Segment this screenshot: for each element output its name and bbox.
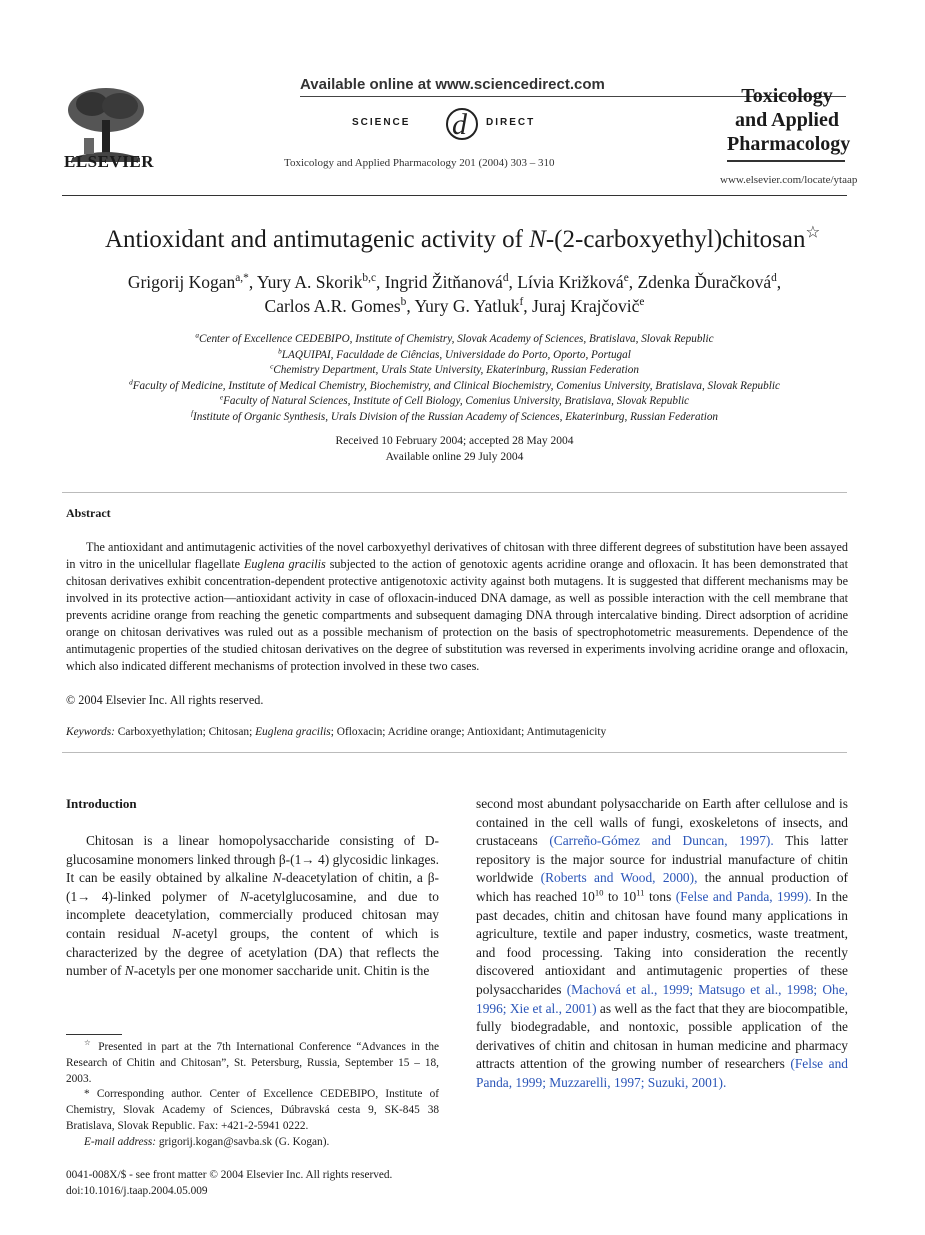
available-online-banner[interactable]: Available online at www.sciencedirect.com <box>300 76 605 93</box>
footnote-email: E-mail address: grigorij.kogan@savba.sk (G. Kogan). <box>84 1135 330 1148</box>
citation-link[interactable]: (Roberts and Wood, 2000), <box>540 870 698 886</box>
affiliation: $^f$Institute of Organic Synthesis, Urals Division of the Russian Academy of Sciences, Ekaterinburg, Russian Federation <box>190 408 719 423</box>
citation-link[interactable]: (Carreño-Gómez and Duncan, 1997). <box>549 833 774 849</box>
affiliation: $^c$Chemistry Department, Urals State University, Ekaterinburg, Russian Federation <box>270 362 639 376</box>
author[interactable]: Zdenka Ďuračková$^d$ <box>637 272 777 292</box>
author[interactable]: Carlos A.R. Gomes$^b$ <box>264 296 407 316</box>
author[interactable]: Yury A. Skorik$^{b,c}$ <box>256 272 376 292</box>
citation-link[interactable]: (Machová et al., 1999; Matsugo et al., 1998; Ohe, 1996; Xie et al., 2001) <box>476 981 848 1016</box>
journal-url[interactable]: www.elsevier.com/locate/ytaap <box>720 174 858 186</box>
journal-name-underline <box>727 160 845 162</box>
abstract-copyright: © 2004 Elsevier Inc. All rights reserved. <box>66 693 264 707</box>
email-link[interactable]: grigorij.kogan@savba.sk (G. Kogan). <box>156 1135 330 1148</box>
footnote-corresponding: * Corresponding author. Center of Excellence CEDEBIPO, Institute of Chemistry, Slovak Academy of Sciences, Dúbravská cesta 9, SK-845 38 Bratislava, Slovak Republic. Fax: +421-2-5941 0222. <box>66 1088 439 1132</box>
header-bottom-rule <box>62 195 847 196</box>
affiliations <box>62 332 847 425</box>
author[interactable]: Yury G. Yatluk$^f$ <box>414 296 524 316</box>
author[interactable]: Grigorij Kogan$^{a,*}$ <box>127 272 249 292</box>
issn-doi <box>66 1168 392 1200</box>
author-list: Grigorij Kogan$^{a,*}$, Yury A. Skorik$^{b,c}$, Ingrid Žitňanová$^d$, Lívia Križková$^e$, Zdenka Ďuračková$^d$, Carlos A.R. Gomes$^b$, Yury G. Yatluk$^f$, Juraj Krajčovič$^e$ <box>127 272 782 316</box>
footnote-presented: ☆ Presented in part at the 7th International Conference “Advances in the Research of Chitin and Chitosan”, St. Petersburg, Russia, September 15 – 18, 2003. <box>66 1038 439 1085</box>
journal-name: Toxicology and Applied Pharmacology <box>727 85 851 155</box>
affiliation: $^a$Center of Excellence CEDEBIPO, Institute of Chemistry, Slovak Academy of Sciences, Bratislava, Slovak Republic <box>195 331 714 345</box>
journal-citation: Toxicology and Applied Pharmacology 201 (2004) 303 – 310 <box>284 157 555 169</box>
sciencedirect-d-icon <box>440 104 484 144</box>
svg-text:d: d <box>452 108 467 141</box>
affiliation: $^e$Faculty of Natural Sciences, Institute of Cell Biology, Comenius University, Bratislava, Slovak Republic <box>219 393 690 407</box>
sciencedirect-logo-right: DIRECT <box>486 117 536 128</box>
introduction-right-column: second most abundant polysaccharide on Earth after cellulose and is contained in the cell walls of fungi, exoskeletons of insects, and crustaceans (Carreño-Gómez and Duncan, 1997). This latter repository is the major source for industrial manufacture of chitin worldwide (Roberts and Wood, 2000), the annual production of which has reached $10^{10}$ to $10^{11}$ tons (Felse and Panda, 1999). In the past decades, chitin and chitosan have found many applications in agriculture, textile and paper industry, cosmetics, waste treatment, and food processing. Taking into consideration the recently discovered antioxidant and antimutagenic properties of these polysaccharides (Machová et al., 1999; Matsugo et al., 1998; Ohe, 1996; Xie et al., 2001) as well as the fact that they are biocompatible, fully biodegradable, and nontoxic, possible application of the derivatives of chitin and chitosan in human medicine and pharmacy attracts attention of the growing number of researchers (Felse and Panda, 1999; Muzzarelli, 1997; Suzuki, 2001). <box>476 796 848 1090</box>
author[interactable]: Juraj Krajčovič$^e$ <box>532 296 645 316</box>
citation-link[interactable]: (Felse and Panda, 1999). <box>675 888 812 904</box>
abstract-heading: Abstract <box>66 506 111 520</box>
title-footnote-star-icon[interactable]: ☆ <box>805 223 821 242</box>
abstract-body: The antioxidant and antimutagenic activities of the novel carboxyethyl derivatives of chitosan with three different degrees of substitution have been assayed in vitro in the unicellular flagellate Euglena gracilis subjected to the action of genotoxic agents acridine orange and ofloxacin. It has been demonstrated that chitosan derivatives exhibit concentration-dependent protective antigenotoxic activity against both mutagens. It is suggested that different mechanisms may be involved in its protective action—antioxidant activity in case of ofloxacin-induced DNA damage, as well as possible interaction with the cell membrane that prevents acridine orange from reaching the genetic compartments and subsequent damaging DNA through intercalative binding. Direct adsorption of acridine orange on chitosan derivatives was ruled out as a possible mechanism of protection on the basis of spectrophotometric measurements. Dependence of the antimutagenic properties of the studied chitosan derivatives on the degree of substitution was reversed in experiments involving acridine orange and ofloxacin, which also indicated different mechanisms of protection involved in these two cases. <box>66 540 848 673</box>
keywords: Keywords: Carboxyethylation; Chitosan; Euglena gracilis; Ofloxacin; Acridine orange; Antioxidant; Antimutagenicity <box>66 726 607 738</box>
footnotes <box>66 1040 439 1151</box>
affiliation: $^d$Faculty of Medicine, Institute of Medical Chemistry, Biochemistry, and Clinical Biochemistry, Comenius University, Bratislava, Slovak Republic <box>129 377 780 392</box>
doi-link[interactable]: doi:10.1016/j.taap.2004.05.009 <box>66 1184 208 1197</box>
affiliation: $^b$LAQUIPAI, Faculdade de Ciências, Universidade do Porto, Oporto, Portugal <box>278 346 631 361</box>
publisher-name: ELSEVIER <box>64 152 154 171</box>
article-dates <box>62 434 847 465</box>
citation-link[interactable]: (Felse and Panda, 1999; Muzzarelli, 1997; Suzuki, 2001). <box>476 1056 848 1090</box>
author[interactable]: Ingrid Žitňanová$^d$ <box>384 272 509 292</box>
footnote-rule <box>66 1034 122 1035</box>
sciencedirect-logo-left: SCIENCE <box>352 117 411 128</box>
issn-line: 0041-008X/$ - see front matter © 2004 Elsevier Inc. All rights reserved. <box>66 1169 393 1181</box>
author[interactable]: Lívia Križková$^e$ <box>517 272 629 292</box>
abstract-top-rule <box>62 492 847 493</box>
introduction-heading: Introduction <box>66 796 137 811</box>
abstract-bottom-rule <box>62 752 847 753</box>
available-date: Available online 29 July 2004 <box>385 450 524 463</box>
article-title: Antioxidant and antimutagenic activity of N-(2-carboxyethyl)chitosan☆ <box>104 223 821 253</box>
received-date: Received 10 February 2004; accepted 28 May 2004 <box>335 435 574 447</box>
star-icon: ☆ <box>84 1038 93 1048</box>
introduction-left-column: Chitosan is a linear homopolysaccharide consisting of D-glucosamine monomers linked through β-(1→ 4) glycosidic linkages. It can be easily obtained by alkaline N-deacetylation of chitin, a β-(1→ 4)-linked polymer of N-acetylglucosamine, and due to incomplete deacetylation, commercially produced chitosan may contain residual N-acetyl groups, the content of which is characterized by the degree of acetylation (DA) that reflects the number of N-acetyls per one monomer saccharide unit. Chitin is the <box>66 833 439 979</box>
